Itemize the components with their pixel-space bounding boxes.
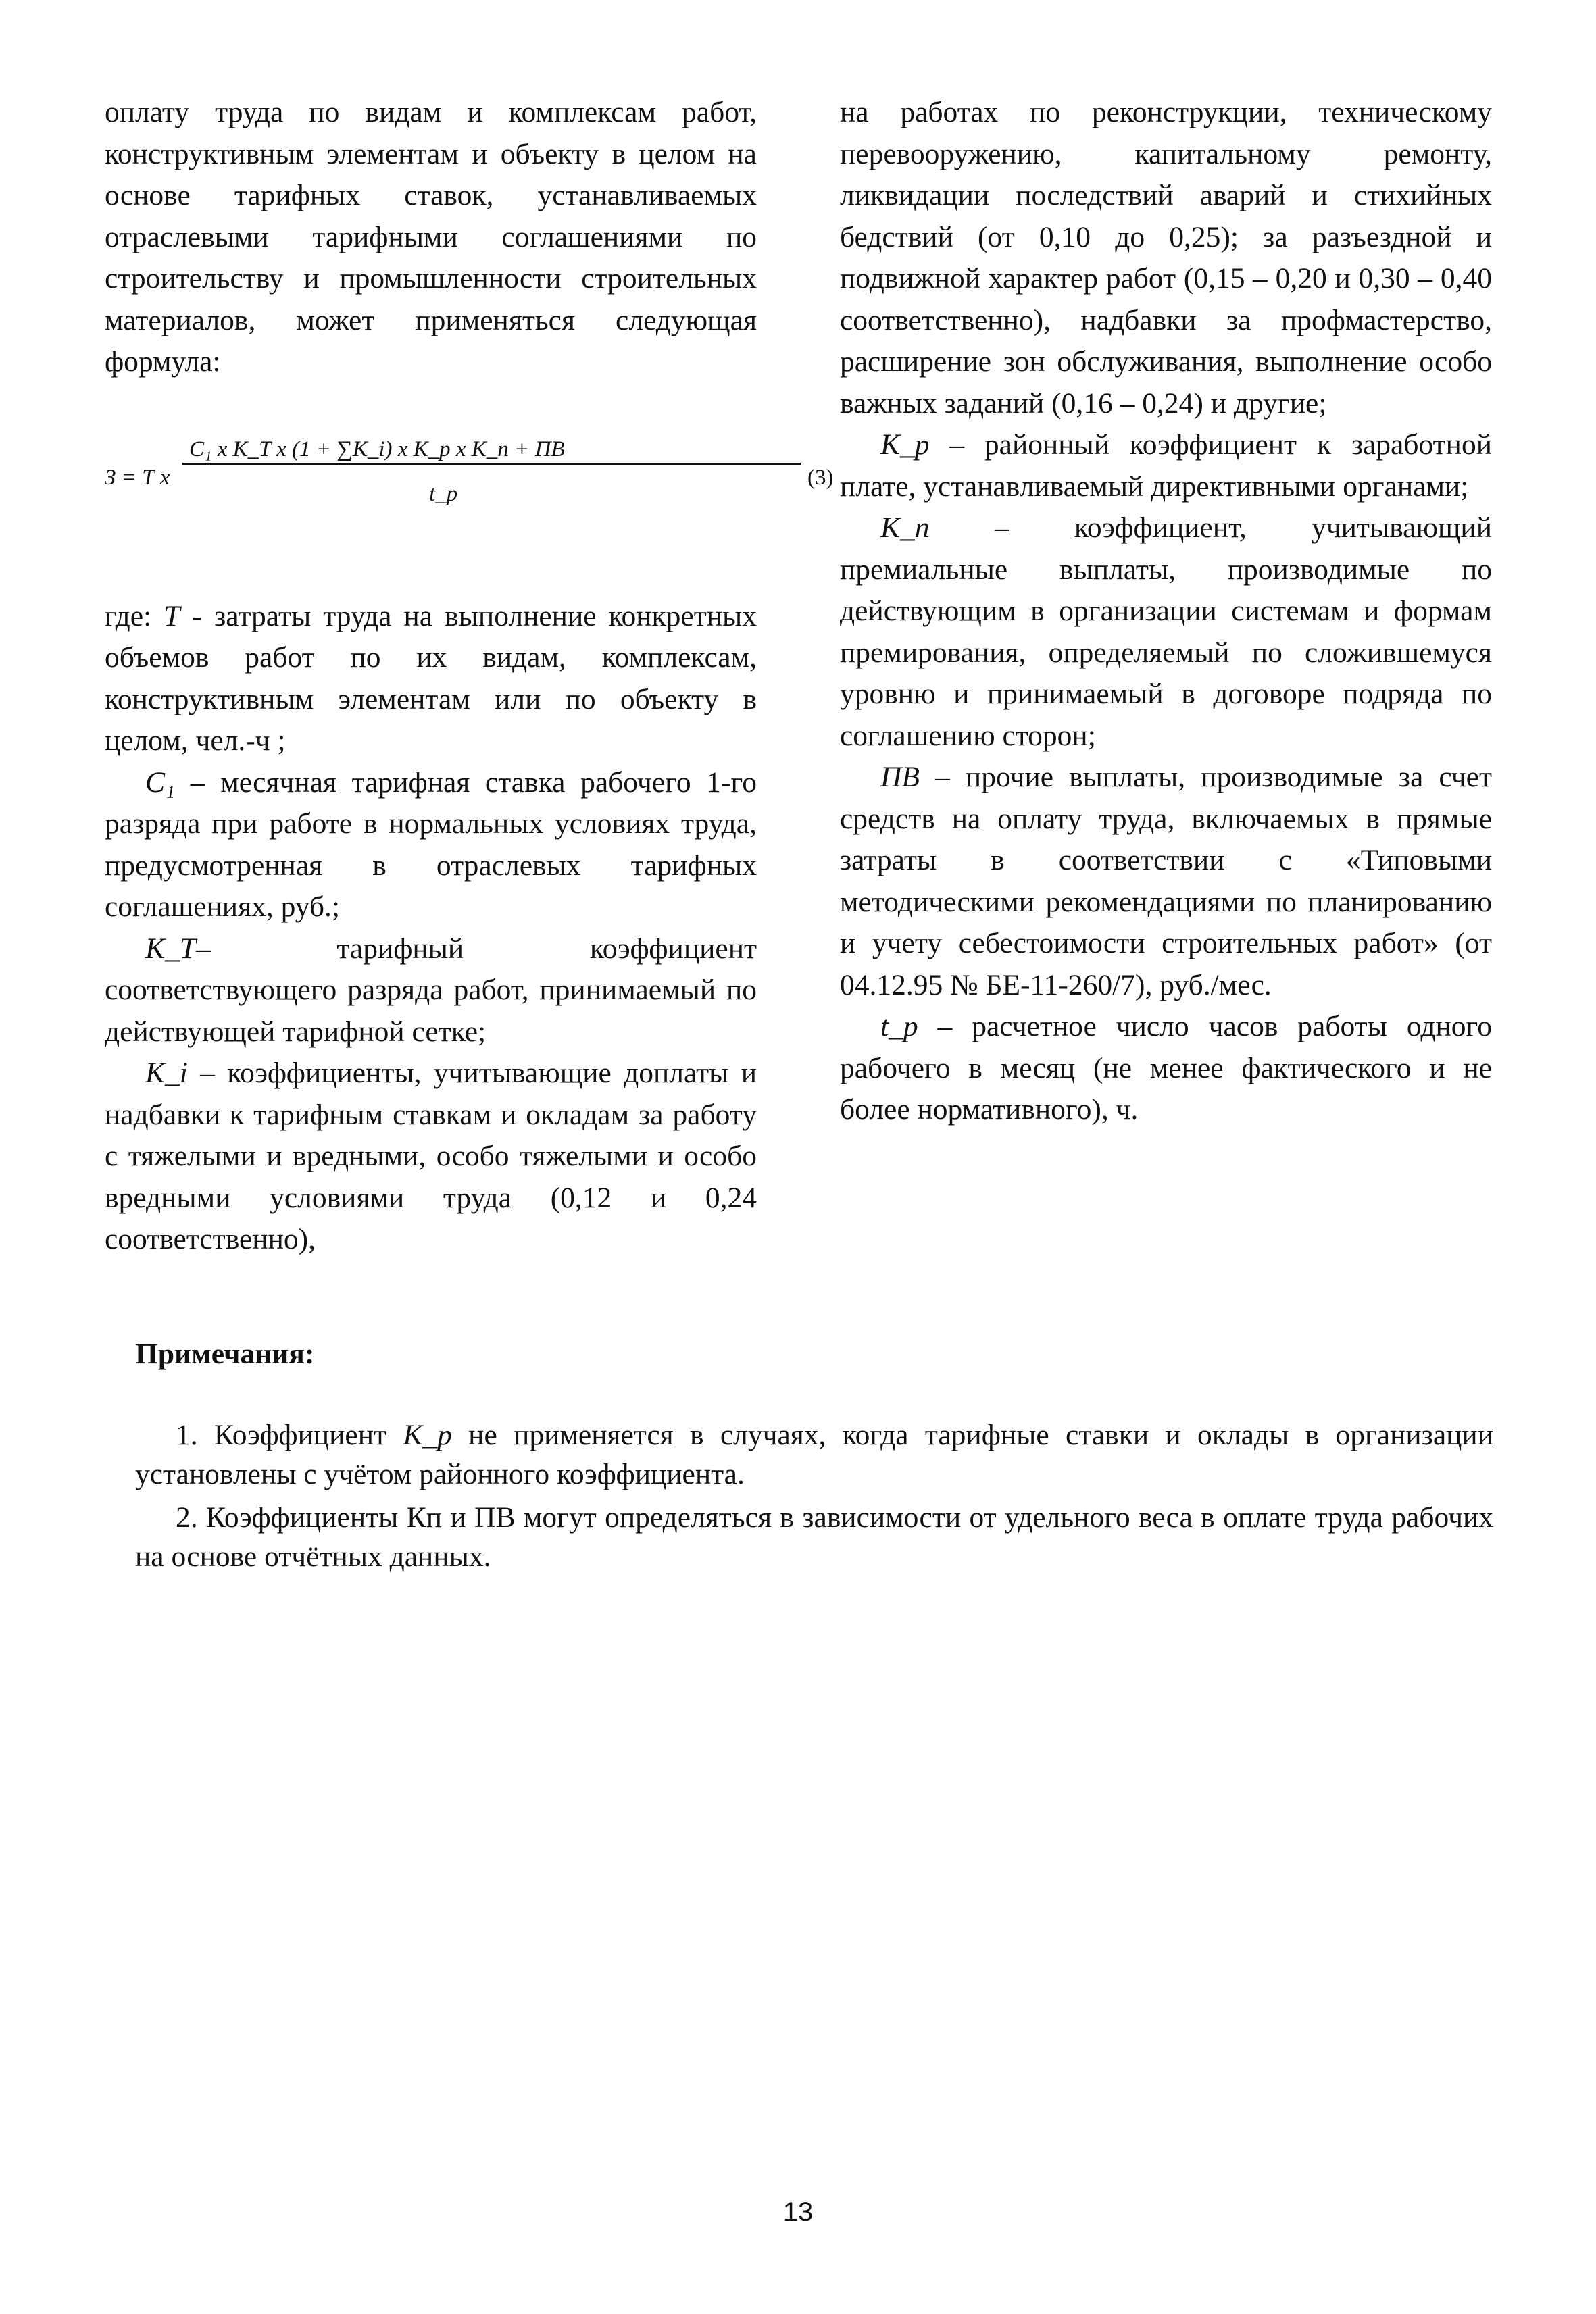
definition-text: – районный коэффициент к заработной плате, устанавливаемый директивными органами; xyxy=(840,428,1492,503)
definition-tp xyxy=(840,1006,1492,1131)
definition-Ki xyxy=(105,1053,757,1261)
symbol-Kn: K_п xyxy=(880,511,930,544)
equation-number: (3) xyxy=(807,465,834,490)
definition-prefix: где: xyxy=(105,599,164,632)
symbol-KT: K_T xyxy=(145,932,196,965)
note-lead: 2. Коэффициенты Кп и ПВ могут определяться в зависимости от удельного веса в оплате труда рабочих на основе отчётных данных. xyxy=(135,1501,1493,1573)
definition-text: – коэффициенты, учитывающие доплаты и надбавки к тарифным ставкам и окладам за работу с тяжелыми и вредными, особо тяжелыми и особо вредными условиями труда (0,12 и 0,24 соответственно), xyxy=(105,1057,757,1255)
definition-PV xyxy=(840,757,1492,1006)
right-column xyxy=(840,92,1492,1131)
formula-denominator: t_p xyxy=(429,481,458,506)
definition-text: – тарифный коэффициент соответствующего разряда работ, принимаемый по действующей тарифной сетке; xyxy=(105,932,757,1048)
definition-Kn xyxy=(840,507,1492,757)
note-1 xyxy=(135,1415,1493,1494)
symbol-Kp: K_p xyxy=(403,1419,452,1451)
symbol-C1: C₁ xyxy=(145,765,176,799)
definition-text: – расчетное число часов работы одного рабочего в месяц (не менее фактического и не более нормативного), ч. xyxy=(840,1010,1492,1126)
continuation-paragraph: на работах по реконструкции, техническому перевооружению, капитальному ремонту, ликвидации последствий аварий и стихийных бедствий (от 0,10 до 0,25); за разъездной и подвижной характер работ (0,15 – 0,20 и 0,30 – 0,40 соответственно), надбавки за профмастерство, расширение зон обслуживания, выполнение особо важных заданий (0,16 – 0,24) и другие; xyxy=(840,96,1492,420)
symbol-Ki: K_i xyxy=(145,1057,188,1089)
note-2 xyxy=(135,1498,1493,1576)
note-text: не применяется в случаях, когда тарифные ставки и оклады в организации установлены с учётом районного коэффициента. xyxy=(135,1419,1493,1490)
formula-numerator: C₁ x K_T x (1 + ∑K_i) x K_p x K_п + ПВ xyxy=(189,436,565,461)
definition-T xyxy=(105,596,757,762)
definition-text: - затраты труда на выполнение конкретных объемов работ по их видам, комплексам, конструктивным элементам или по объекту в целом, чел.-ч ; xyxy=(105,599,757,757)
definition-KT xyxy=(105,928,757,1053)
definition-text: – прочие выплаты, производимые за счет средств на оплату труда, включаемых в прямые затраты в соответствии с «Типовыми методическими рекомендациями по планированию и учету себестоимости строительных работ» (от 04.12.95 № БЕ-11-260/7), руб./мес. xyxy=(840,761,1492,1001)
definition-C1 xyxy=(105,762,757,928)
symbol-tp: t_p xyxy=(880,1010,918,1042)
formula-lhs: З = Т x xyxy=(105,465,170,490)
notes-section xyxy=(135,1334,1493,1580)
notes-title: Примечания: xyxy=(135,1338,315,1370)
definition-Kp xyxy=(840,424,1492,507)
formula-3 xyxy=(105,409,834,534)
left-column xyxy=(105,92,834,1261)
page-number: 13 xyxy=(782,2197,814,2227)
note-lead: 1. Коэффициент xyxy=(176,1419,403,1451)
symbol-PV: ПВ xyxy=(880,761,920,793)
intro-paragraph: оплату труда по видам и комплексам работ, конструктивным элементам и объекту в целом на основе тарифных ставок, устанавливаемых отраслевыми тарифными соглашениями по строительству и промышленности строительных материалов, может применяться следующая формула: xyxy=(105,96,757,378)
definition-text: – месячная тарифная ставка рабочего 1-го разряда при работе в нормальных условиях труда, предусмотренная в отраслевых тарифных соглашениях, руб.; xyxy=(105,765,757,923)
fraction-bar xyxy=(182,463,801,465)
definition-text: – коэффициент, учитывающий премиальные выплаты, производимые по действующим в организации системам и формам премирования, определяемый по сложившемуся уровню и принимаемый в договоре подряда по соглашению сторон; xyxy=(840,511,1492,752)
symbol-T: Т xyxy=(164,599,180,632)
symbol-Kp: K_p xyxy=(880,428,930,461)
